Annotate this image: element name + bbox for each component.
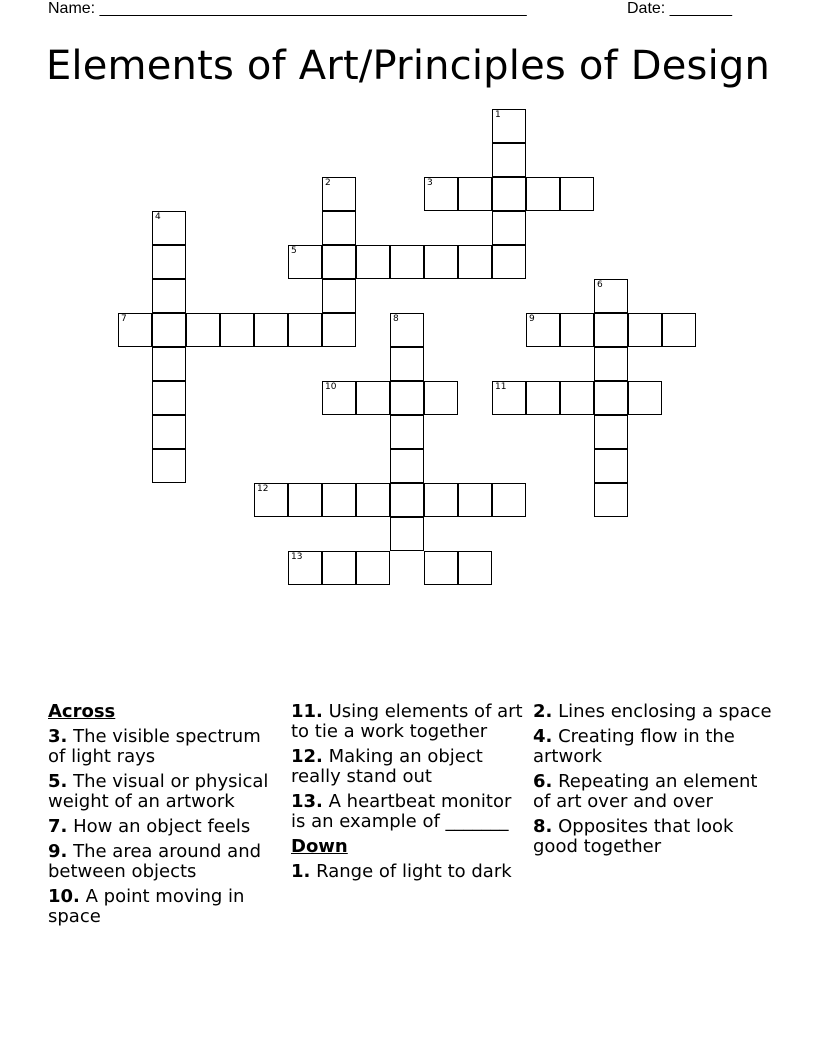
crossword-cell[interactable] — [560, 177, 594, 211]
clue-across-11: 11. Using elements of art to tie a work together — [291, 701, 523, 742]
crossword-cell[interactable] — [152, 245, 186, 279]
crossword-cell[interactable] — [152, 381, 186, 415]
crossword-cell[interactable] — [288, 551, 322, 585]
date-line[interactable]: _______ — [669, 0, 732, 17]
crossword-cell[interactable] — [424, 245, 458, 279]
clue-number: 8 — [393, 314, 399, 324]
crossword-cell[interactable] — [254, 313, 288, 347]
name-label: Name: — [48, 0, 96, 17]
crossword-cell[interactable] — [356, 381, 390, 415]
crossword-cell[interactable] — [152, 211, 186, 245]
crossword-cell[interactable] — [458, 483, 492, 517]
crossword-cell[interactable] — [390, 517, 424, 551]
crossword-cell[interactable] — [526, 381, 560, 415]
clue-across-10: 10. A point moving in space — [48, 886, 245, 927]
clue-down-8: 8. Opposites that look good together — [533, 816, 734, 857]
crossword-cell[interactable] — [322, 483, 356, 517]
clue-number: 12 — [257, 484, 269, 494]
crossword-cell[interactable] — [288, 245, 322, 279]
clue-number: 9 — [529, 314, 535, 324]
crossword-cell[interactable] — [492, 483, 526, 517]
crossword-cell[interactable] — [594, 415, 628, 449]
crossword-cell[interactable] — [628, 381, 662, 415]
crossword-cell[interactable] — [492, 143, 526, 177]
crossword-cell[interactable] — [152, 449, 186, 483]
crossword-cell[interactable] — [322, 177, 356, 211]
crossword-cell[interactable] — [390, 415, 424, 449]
clue-across-7: 7. How an object feels — [48, 816, 251, 837]
crossword-cell[interactable] — [424, 551, 458, 585]
crossword-cell[interactable] — [322, 313, 356, 347]
clue-number: 3 — [427, 178, 433, 188]
clue-down-2: 2. Lines enclosing a space — [533, 701, 772, 722]
crossword-cell[interactable] — [458, 551, 492, 585]
crossword-cell[interactable] — [492, 381, 526, 415]
clue-across-9: 9. The area around and between objects — [48, 841, 262, 882]
crossword-cell[interactable] — [288, 483, 322, 517]
crossword-cell[interactable] — [492, 109, 526, 143]
crossword-cell[interactable] — [594, 279, 628, 313]
crossword-cell[interactable] — [152, 313, 186, 347]
name-line[interactable]: ________________________________________________ — [99, 0, 527, 17]
crossword-cell[interactable] — [220, 313, 254, 347]
clue-number: 1 — [495, 110, 501, 120]
crossword-cell[interactable] — [492, 177, 526, 211]
crossword-cell[interactable] — [118, 313, 152, 347]
crossword-cell[interactable] — [492, 211, 526, 245]
crossword-cell[interactable] — [390, 381, 424, 415]
crossword-cell[interactable] — [424, 483, 458, 517]
crossword-cell[interactable] — [560, 313, 594, 347]
crossword-cell[interactable] — [390, 449, 424, 483]
crossword-cell[interactable] — [356, 551, 390, 585]
clues-column-2 — [291, 702, 527, 887]
crossword-cell[interactable] — [322, 245, 356, 279]
crossword-cell[interactable] — [390, 245, 424, 279]
crossword-cell[interactable] — [322, 381, 356, 415]
crossword-cell[interactable] — [458, 245, 492, 279]
clue-across-5: 5. The visual or physical weight of an artwork — [48, 771, 269, 812]
clue-across-3: 3. The visible spectrum of light rays — [48, 726, 261, 767]
crossword-cell[interactable] — [458, 177, 492, 211]
clue-number: 13 — [291, 552, 303, 562]
crossword-cell[interactable] — [186, 313, 220, 347]
crossword-cell[interactable] — [390, 483, 424, 517]
clue-number: 7 — [121, 314, 127, 324]
clues-column-3 — [533, 702, 773, 862]
clue-number: 5 — [291, 246, 297, 256]
clue-across-12: 12. Making an object really stand out — [291, 746, 483, 787]
crossword-cell[interactable] — [662, 313, 696, 347]
crossword-cell[interactable] — [152, 347, 186, 381]
clue-number: 10 — [325, 382, 337, 392]
crossword-cell[interactable] — [526, 313, 560, 347]
down-heading: Down — [291, 836, 348, 857]
crossword-cell[interactable] — [594, 381, 628, 415]
crossword-cell[interactable] — [390, 313, 424, 347]
crossword-cell[interactable] — [356, 483, 390, 517]
crossword-cell[interactable] — [560, 381, 594, 415]
crossword-cell[interactable] — [594, 483, 628, 517]
crossword-cell[interactable] — [288, 313, 322, 347]
crossword-cell[interactable] — [152, 415, 186, 449]
crossword-cell[interactable] — [424, 177, 458, 211]
crossword-cell[interactable] — [356, 245, 390, 279]
clue-number: 11 — [495, 382, 507, 392]
clue-down-4: 4. Creating flow in the artwork — [533, 726, 735, 767]
crossword-cell[interactable] — [322, 551, 356, 585]
clue-down-6: 6. Repeating an element of art over and over — [533, 771, 758, 812]
crossword-cell[interactable] — [492, 245, 526, 279]
clues-column-1 — [48, 702, 278, 932]
clue-number: 6 — [597, 280, 603, 290]
clue-down-1: 1. Range of light to dark — [291, 861, 512, 882]
crossword-cell[interactable] — [594, 313, 628, 347]
crossword-cell[interactable] — [594, 449, 628, 483]
crossword-cell[interactable] — [254, 483, 288, 517]
crossword-cell[interactable] — [526, 177, 560, 211]
clue-number: 2 — [325, 178, 331, 188]
clue-number: 4 — [155, 212, 161, 222]
across-heading: Across — [48, 701, 116, 722]
crossword-cell[interactable] — [628, 313, 662, 347]
crossword-cell[interactable] — [322, 211, 356, 245]
crossword-cell[interactable] — [152, 279, 186, 313]
page-title: Elements of Art/Principles of Design — [45, 43, 771, 89]
crossword-cell[interactable] — [594, 347, 628, 381]
clue-across-13: 13. A heartbeat monitor is an example of _______ — [291, 791, 512, 832]
crossword-cell[interactable] — [322, 279, 356, 313]
crossword-cell[interactable] — [390, 347, 424, 381]
crossword-cell[interactable] — [424, 381, 458, 415]
date-label: Date: — [627, 0, 666, 17]
